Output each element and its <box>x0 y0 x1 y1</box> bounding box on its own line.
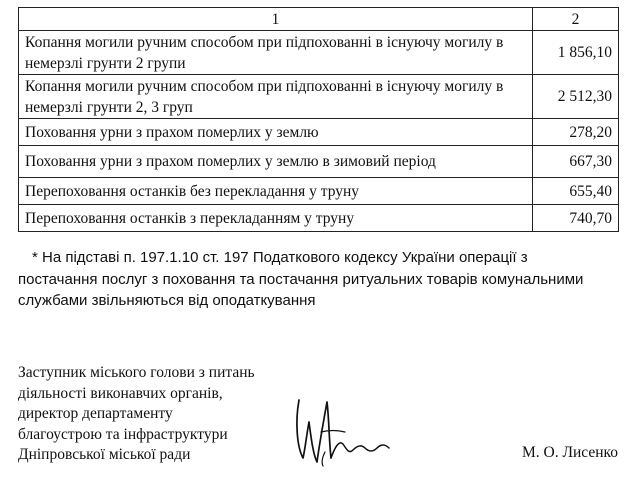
price-table <box>18 7 619 232</box>
service-description: Перепоховання останків з перекладанням у труну <box>19 205 533 232</box>
service-description: Копання могили ручним способом при підпохованні в існуючу могилу в немерзлі грунти 2 групи <box>19 31 533 75</box>
column-header-1: 1 <box>19 8 533 31</box>
service-price: 1 856,10 <box>533 31 619 75</box>
signatory-title-line: директор департаменту <box>18 405 173 422</box>
table-row <box>19 119 619 146</box>
signatory-title-line: Дніпровської міської ради <box>18 446 191 463</box>
footnote-text: * На підставі п. 197.1.10 ст. 197 Податкового кодексу України операції з <box>32 249 528 266</box>
signatory-title-line: благоустрою та інфраструктури <box>18 425 228 443</box>
footnote-line: постачання послуг з поховання та постачання ритуальних товарів комунальними <box>18 270 584 288</box>
service-price: 278,20 <box>533 119 619 146</box>
footnote-line <box>18 247 618 269</box>
table-row <box>19 178 619 205</box>
service-price: 740,70 <box>533 205 619 232</box>
table-row <box>19 205 619 232</box>
service-description: Копання могили ручним способом при підпохованні в існуючу могилу в немерзлі грунти 2, 3 груп <box>19 75 533 119</box>
service-price: 2 512,30 <box>533 75 619 119</box>
footnote-line: службами звільняються від оподаткування <box>18 292 316 309</box>
handwritten-signature <box>285 392 405 472</box>
signatory-title-line: Заступник міського голови з питань <box>18 364 255 381</box>
table-row <box>19 146 619 178</box>
tax-exemption-footnote <box>18 247 618 312</box>
table-header-row <box>19 8 619 31</box>
service-description: Поховання урни з прахом померлих у землю <box>19 119 533 146</box>
signatory-name: М. О. Лисенко <box>521 444 618 461</box>
service-price: 667,30 <box>533 146 619 178</box>
signatory-title <box>18 363 255 466</box>
service-price: 655,40 <box>533 178 619 205</box>
table-row <box>19 75 619 119</box>
column-header-2: 2 <box>533 8 619 31</box>
table-row <box>19 31 619 75</box>
service-description: Перепоховання останків без перекладання у труну <box>19 178 533 205</box>
service-description: Поховання урни з прахом померлих у землю в зимовий період <box>19 146 533 178</box>
signatory-title-line: діяльності виконавчих органів, <box>18 384 223 402</box>
